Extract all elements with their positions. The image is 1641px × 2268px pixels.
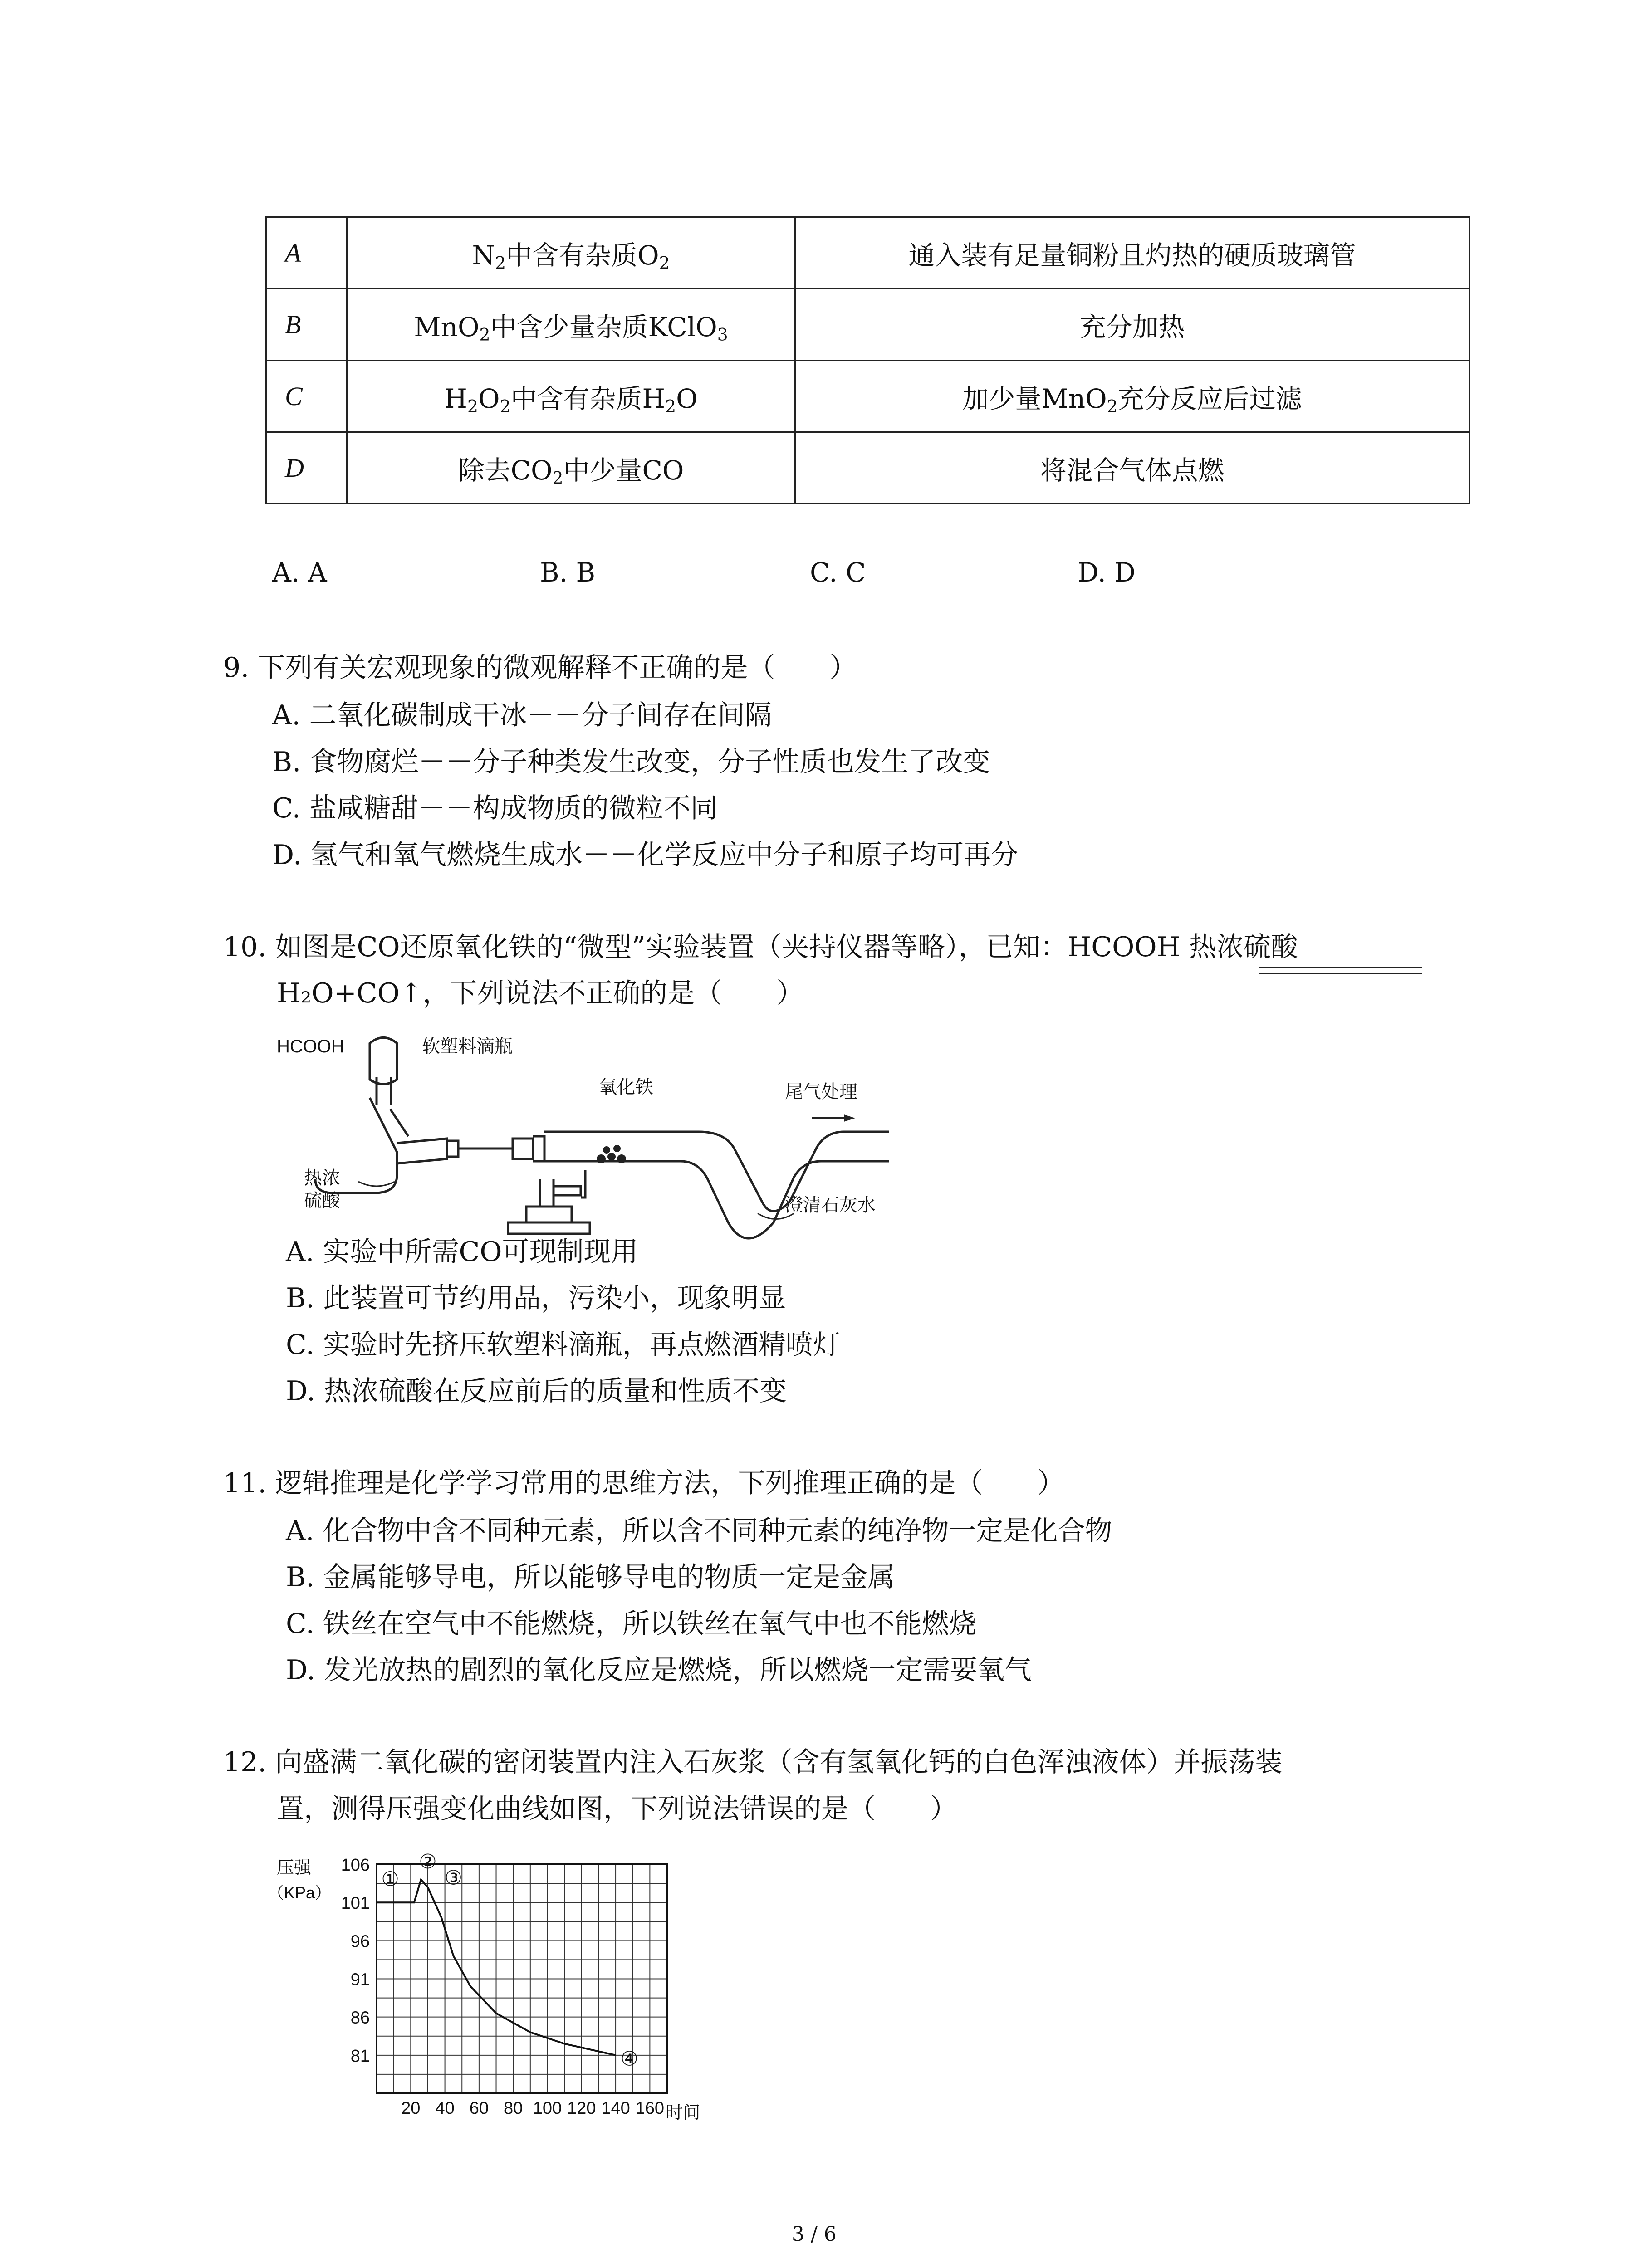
curve-annotation: ② <box>419 1850 437 1873</box>
substance-text-part: 2 <box>665 396 676 416</box>
row-method <box>795 289 1470 361</box>
table-row <box>266 289 1470 361</box>
x-tick-label: 100 <box>533 2099 562 2118</box>
substance-text-part: 2 <box>500 396 511 416</box>
substance-text-part: 中少量CO <box>563 455 684 486</box>
x-tick-label: 80 <box>504 2099 523 2118</box>
method-text-part: 加少量MnO <box>962 383 1107 414</box>
method-text-part: 2 <box>1107 396 1118 416</box>
row-method <box>795 217 1470 289</box>
q8-choice-c[interactable]: C. C <box>810 557 866 588</box>
x-tick-label: 40 <box>435 2099 455 2118</box>
row-substance <box>347 217 795 289</box>
substance-text-part: 中含有杂质H <box>510 383 666 414</box>
substance-text-part: N <box>472 240 495 271</box>
q11-stem: 11. 逻辑推理是化学学习常用的思维方法，下列推理正确的是（ ） <box>223 1467 1065 1499</box>
label-hot-acid-2: 硫酸 <box>304 1191 340 1211</box>
q9-option-b[interactable]: B. 食物腐烂－－分子种类发生改变，分子性质也发生了改变 <box>272 746 990 778</box>
x-axis-label: 时间 <box>666 2103 700 2122</box>
label-hot-acid-1: 热浓 <box>304 1168 340 1188</box>
q10-stem-line1: 10. 如图是CO还原氧化铁的“微型”实验装置（夹持仪器等略），已知：HCOOH 热浓硫酸 <box>223 931 1298 963</box>
y-tick-label: 96 <box>350 1932 370 1951</box>
q10-option-a[interactable]: A. 实验中所需CO可现制现用 <box>286 1236 638 1268</box>
table-row <box>266 361 1470 432</box>
row-substance <box>347 289 795 361</box>
row-method <box>795 432 1470 504</box>
q10-option-d[interactable]: D. 热浓硫酸在反应前后的质量和性质不变 <box>286 1375 787 1407</box>
method-text-part: 充分加热 <box>1079 311 1185 342</box>
substance-text-part: MnO <box>414 311 480 342</box>
x-tick-label: 160 <box>635 2099 665 2118</box>
x-tick-label: 140 <box>601 2099 630 2118</box>
curve-annotation: ① <box>381 1868 399 1891</box>
label-iron-oxide: 氧化铁 <box>599 1077 653 1097</box>
label-limewater: 澄清石灰水 <box>785 1195 876 1215</box>
y-tick-label: 81 <box>350 2046 370 2066</box>
q8-choice-d[interactable]: D. D <box>1078 557 1136 588</box>
q9-option-d[interactable]: D. 氢气和氧气燃烧生成水－－化学反应中分子和原子均可再分 <box>272 839 1019 871</box>
substance-text-part: 3 <box>717 324 728 344</box>
substance-text-part: O <box>478 383 500 414</box>
method-text-part: 通入装有足量铜粉且灼热的硬质玻璃管 <box>908 240 1356 271</box>
method-text-part: 充分反应后过滤 <box>1117 383 1302 414</box>
curve-annotation: ③ <box>444 1867 463 1889</box>
q11-option-a[interactable]: A. 化合物中含不同种元素，所以含不同种元素的纯净物一定是化合物 <box>286 1515 1112 1547</box>
q10-option-c[interactable]: C. 实验时先挤压软塑料滴瓶，再点燃酒精喷灯 <box>286 1329 840 1361</box>
q11-option-c[interactable]: C. 铁丝在空气中不能燃烧，所以铁丝在氧气中也不能燃烧 <box>286 1608 976 1640</box>
method-text-part: 将混合气体点燃 <box>1040 455 1225 486</box>
y-tick-label: 101 <box>341 1894 370 1913</box>
label-soft-bottle: 软塑料滴瓶 <box>422 1036 513 1056</box>
x-tick-label: 120 <box>567 2099 596 2118</box>
q11-option-b[interactable]: B. 金属能够导电，所以能够导电的物质一定是金属 <box>286 1561 895 1593</box>
q10-stem-line2: H₂O+CO↑，下列说法不正确的是（ ） <box>277 978 804 1009</box>
q9-stem: 9. 下列有关宏观现象的微观解释不正确的是（ ） <box>223 652 857 684</box>
row-method <box>795 361 1470 432</box>
substance-text-part: 2 <box>467 396 478 416</box>
co-reduction-apparatus-diagram <box>272 1030 889 1243</box>
pressure-time-chart <box>263 1833 717 2132</box>
substance-text-part: 2 <box>659 252 670 273</box>
label-tail-gas: 尾气处理 <box>785 1082 857 1102</box>
y-tick-label: 86 <box>350 2008 370 2028</box>
y-axis-unit: （KPa） <box>268 1883 332 1902</box>
substance-text-part: 2 <box>479 324 490 344</box>
substance-text-part: 2 <box>495 252 506 273</box>
q9-option-c[interactable]: C. 盐咸糖甜－－构成物质的微粒不同 <box>272 792 718 824</box>
q12-stem-line2: 置，测得压强变化曲线如图，下列说法错误的是（ ） <box>277 1793 957 1825</box>
q8-choice-a[interactable]: A. A <box>272 557 327 588</box>
substance-text-part: O <box>676 383 698 414</box>
table-row <box>266 432 1470 504</box>
substance-text-part: 除去CO <box>458 455 553 486</box>
condition-underline <box>1259 967 1422 974</box>
x-tick-label: 60 <box>469 2099 489 2118</box>
row-label: A <box>266 217 347 289</box>
y-tick-label: 106 <box>341 1856 370 1875</box>
curve-annotation: ④ <box>620 2048 638 2070</box>
x-tick-label: 20 <box>401 2099 421 2118</box>
row-label: D <box>266 432 347 504</box>
row-label: B <box>266 289 347 361</box>
y-axis-label: 压强 <box>277 1858 312 1877</box>
q10-option-b[interactable]: B. 此装置可节约用品，污染小，现象明显 <box>286 1282 786 1314</box>
label-hcooh: HCOOH <box>277 1036 344 1056</box>
substance-text-part: H <box>444 383 467 414</box>
table-row <box>266 217 1470 289</box>
q8-choice-b[interactable]: B. B <box>540 557 596 588</box>
q12-stem-line1: 12. 向盛满二氧化碳的密闭装置内注入石灰浆（含有氢氧化钙的白色浑浊液体）并振荡装 <box>223 1746 1283 1778</box>
row-substance <box>347 432 795 504</box>
row-label: C <box>266 361 347 432</box>
q9-option-a[interactable]: A. 二氧化碳制成干冰－－分子间存在间隔 <box>272 699 772 731</box>
substance-text-part: 2 <box>552 467 563 488</box>
y-tick-label: 91 <box>350 1970 370 1989</box>
substance-text-part: 中含有杂质O <box>506 240 659 271</box>
options-table <box>265 216 1470 504</box>
row-substance <box>347 361 795 432</box>
substance-text-part: 中含少量杂质KClO <box>490 311 717 342</box>
q11-option-d[interactable]: D. 发光放热的剧烈的氧化反应是燃烧，所以燃烧一定需要氧气 <box>286 1654 1032 1686</box>
page-number: 3 / 6 <box>792 2223 837 2246</box>
